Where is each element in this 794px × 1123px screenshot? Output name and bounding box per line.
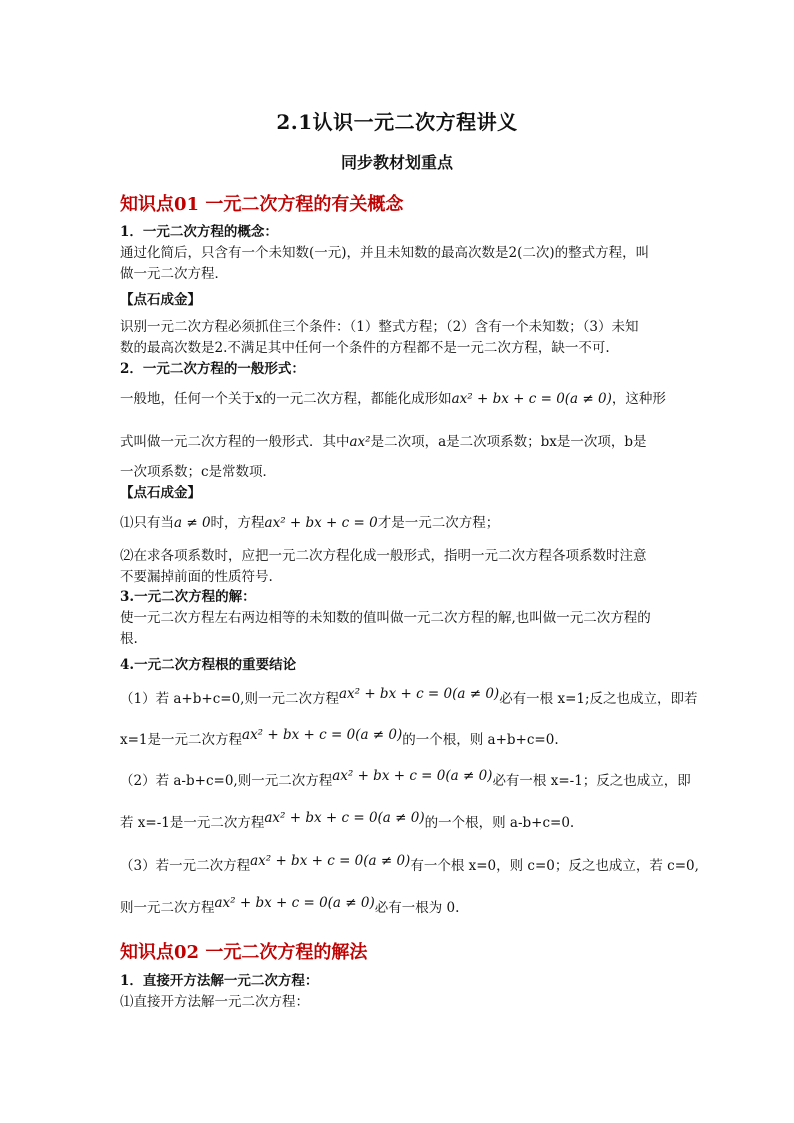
conclusion-3-line-1 (120, 853, 699, 875)
general-form-title: 2．一元二次方程的一般形式： (120, 361, 305, 377)
conclusion-2-text-d: 的一个根，则 a-b+c=0. (424, 815, 575, 831)
section-heading-1: 知识点01 一元二次方程的有关概念 (120, 194, 404, 215)
conclusion-2-line-2 (120, 810, 680, 832)
page-title: 2.1认识一元二次方程讲义 (276, 110, 518, 134)
conclusion-2-line-1 (120, 768, 691, 790)
conclusion-1-line-1 (120, 686, 698, 708)
solution-line-1: 使一元二次方程左右两边相等的未知数的值叫做一元二次方程的解,也叫做一元二次方程的 (120, 610, 651, 626)
tip-1-line-1: 识别一元二次方程必须抓住三个条件：（1）整式方程；（2）含有一个未知数；（3）未知 (120, 319, 639, 335)
conclusion-2-text-b: 必有一根 x=-1；反之也成立，即 (492, 773, 691, 789)
conclusion-1-equation: ax² + bx + c = 0(a ≠ 0) (338, 686, 500, 702)
general-form-equation: ax² + bx + c = 0(a ≠ 0) (451, 391, 612, 407)
conclusion-1-text-d: 的一个根，则 a+b+c=0. (402, 732, 559, 748)
general-form-text-b: ，这种形 (611, 391, 666, 407)
tip-2-line-3: 不要漏掉前面的性质符号. (120, 569, 273, 585)
concept-text-line-2: 做一元二次方程． (120, 266, 228, 282)
conclusion-3-equation-2: ax² + bx + c = 0(a ≠ 0) (214, 895, 375, 911)
general-form-line-1 (120, 390, 680, 408)
tip-2-text-a: ⑴只有当 (120, 515, 174, 531)
tip-title-2: 【点石成金】 (120, 485, 201, 501)
tip-2-line-1 (120, 514, 680, 532)
general-form-text-c: 式叫做一元二次方程的一般形式．其中 (120, 434, 350, 450)
conclusion-1-text-b: 必有一根 x=1;反之也成立，即若 (499, 691, 698, 707)
quadratic-term-math: ax² (349, 434, 371, 450)
tip-2-math-1: a ≠ 0 (174, 515, 211, 531)
conclusion-2-text-a: （2）若 a-b+c=0,则一元二次方程 (120, 773, 333, 789)
conclusion-2-text-c: 若 x=-1是一元二次方程 (120, 815, 265, 831)
conclusion-3-equation: ax² + bx + c = 0(a ≠ 0) (250, 853, 411, 869)
solution-title: 3.一元二次方程的解： (120, 589, 256, 605)
tip-2-line-2: ⑵在求各项系数时，应把一元二次方程化成一般形式，指明一元二次方程各项系数时注意 (120, 548, 647, 564)
conclusion-1-text-c: x=1是一元二次方程 (120, 732, 243, 748)
tip-title-1: 【点石成金】 (120, 292, 201, 308)
conclusion-1-line-2 (120, 727, 680, 749)
general-form-line-3: 一次项系数；c是常数项． (120, 464, 277, 480)
concept-title: 1．一元二次方程的概念： (120, 224, 278, 240)
tip-2-math-2: ax² + bx + c = 0 (264, 515, 378, 531)
direct-root-title: 1．直接开方法解一元二次方程： (120, 973, 319, 989)
page-subtitle: 同步教材划重点 (340, 153, 453, 172)
conclusion-3-text-b: 有一个根 x=0，则 c=0；反之也成立，若 c=0, (410, 858, 699, 874)
general-form-text-d: 是二次项，a是二次项系数；bx是一次项，b是 (370, 434, 647, 450)
general-form-text-a: 一般地，任何一个关于x的一元二次方程，都能化成形如 (120, 391, 452, 407)
conclusion-title: 4.一元二次方程根的重要结论 (120, 657, 297, 673)
solution-line-2: 根. (120, 631, 138, 647)
general-form-line-2 (120, 433, 680, 451)
tip-2-text-c: 才是一元二次方程； (377, 515, 500, 531)
conclusion-3-line-2 (120, 895, 680, 917)
concept-text-line-1: 通过化简后，只含有一个未知数(一元)，并且未知数的最高次数是2(二次)的整式方程，叫 (120, 245, 650, 261)
conclusion-2-equation-2: ax² + bx + c = 0(a ≠ 0) (264, 810, 425, 826)
conclusion-3-text-d: 必有一根为 0. (374, 900, 460, 916)
conclusion-1-text-a: （1）若 a+b+c=0,则一元二次方程 (120, 691, 339, 707)
conclusion-1-equation-2: ax² + bx + c = 0(a ≠ 0) (242, 727, 403, 743)
tip-1-line-2: 数的最高次数是2.不满足其中任何一个条件的方程都不是一元二次方程，缺一不可. (120, 340, 610, 356)
tip-2-text-b: 时，方程 (210, 515, 265, 531)
conclusion-3-text-c: 则一元二次方程 (120, 900, 215, 916)
direct-root-line-1: ⑴直接开方法解一元二次方程： (120, 994, 309, 1010)
conclusion-2-equation: ax² + bx + c = 0(a ≠ 0) (332, 768, 493, 784)
section-heading-2: 知识点02 一元二次方程的解法 (120, 942, 368, 963)
conclusion-3-text-a: （3）若一元二次方程 (120, 858, 251, 874)
